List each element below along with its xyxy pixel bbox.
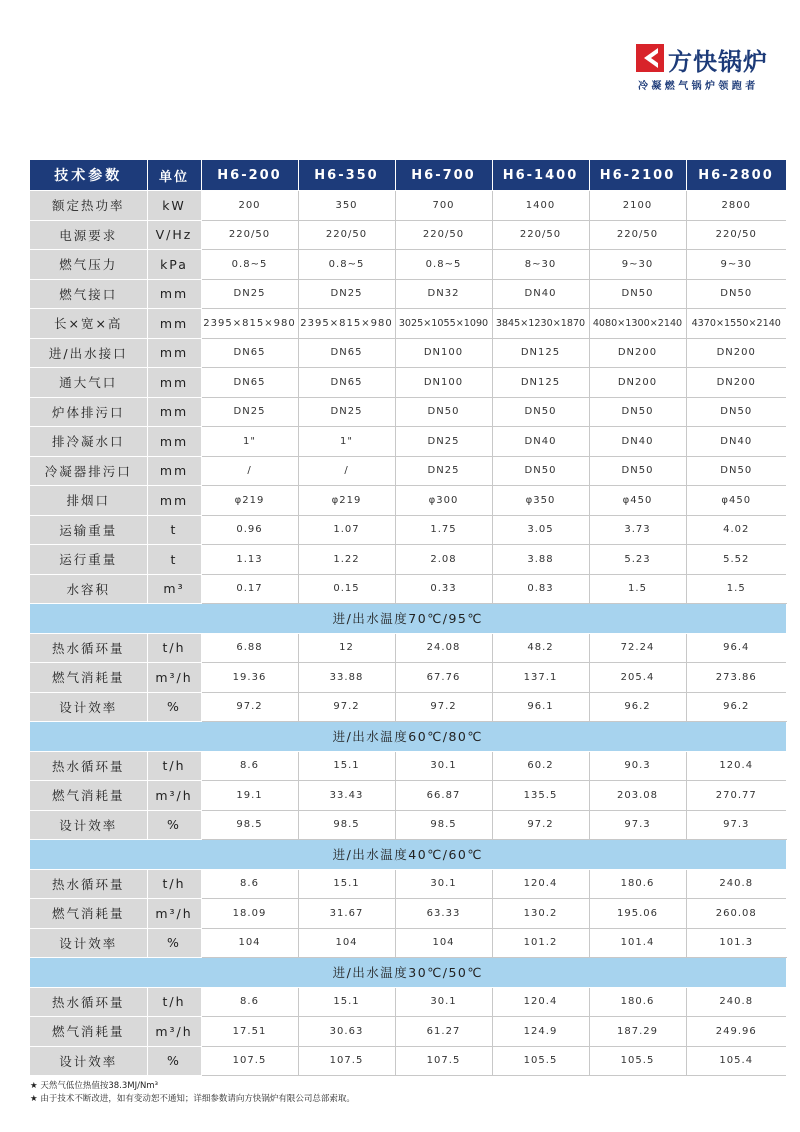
unit-label: mm: [147, 397, 201, 427]
value-cell: 0.15: [298, 574, 395, 604]
value-cell: 104: [201, 928, 298, 958]
value-cell: DN25: [201, 397, 298, 427]
value-cell: 63.33: [395, 899, 492, 929]
value-cell: 18.09: [201, 899, 298, 929]
value-cell: 3.73: [589, 515, 686, 545]
value-cell: 19.36: [201, 663, 298, 693]
value-cell: 98.5: [201, 810, 298, 840]
value-cell: DN25: [298, 397, 395, 427]
value-cell: φ219: [298, 486, 395, 516]
value-cell: DN125: [492, 338, 589, 368]
table-row: [30, 338, 786, 368]
param-label: 炉体排污口: [30, 397, 147, 427]
value-cell: 101.2: [492, 928, 589, 958]
value-cell: φ450: [589, 486, 686, 516]
value-cell: 6.88: [201, 633, 298, 663]
value-cell: 3.05: [492, 515, 589, 545]
section-header-row: [30, 840, 786, 870]
unit-label: t/h: [147, 987, 201, 1017]
value-cell: 1400: [492, 191, 589, 221]
value-cell: DN65: [298, 368, 395, 398]
value-cell: 220/50: [492, 220, 589, 250]
value-cell: 97.2: [395, 692, 492, 722]
value-cell: 1": [298, 427, 395, 457]
value-cell: 97.2: [298, 692, 395, 722]
value-cell: 61.27: [395, 1017, 492, 1047]
table-row: [30, 633, 786, 663]
value-cell: 15.1: [298, 987, 395, 1017]
value-cell: DN100: [395, 368, 492, 398]
param-label: 排冷凝水口: [30, 427, 147, 457]
param-label: 水容积: [30, 574, 147, 604]
value-cell: φ350: [492, 486, 589, 516]
value-cell: 249.96: [686, 1017, 786, 1047]
unit-label: mm: [147, 309, 201, 339]
value-cell: 107.5: [201, 1046, 298, 1076]
value-cell: 98.5: [395, 810, 492, 840]
value-cell: 350: [298, 191, 395, 221]
table-row: [30, 397, 786, 427]
section-title: 进/出水温度40℃/60℃: [30, 840, 786, 870]
param-label: 运输重量: [30, 515, 147, 545]
value-cell: 220/50: [395, 220, 492, 250]
param-label: 热水循环量: [30, 869, 147, 899]
value-cell: DN25: [395, 427, 492, 457]
value-cell: 1.22: [298, 545, 395, 575]
value-cell: 67.76: [395, 663, 492, 693]
header-unit: 单位: [147, 160, 201, 191]
value-cell: 0.83: [492, 574, 589, 604]
table-row: [30, 250, 786, 280]
unit-label: V/Hz: [147, 220, 201, 250]
value-cell: DN50: [395, 397, 492, 427]
value-cell: 8.6: [201, 751, 298, 781]
value-cell: 96.4: [686, 633, 786, 663]
value-cell: 97.3: [589, 810, 686, 840]
value-cell: 2100: [589, 191, 686, 221]
table-row: [30, 574, 786, 604]
value-cell: DN200: [686, 338, 786, 368]
value-cell: 101.3: [686, 928, 786, 958]
value-cell: DN65: [298, 338, 395, 368]
table-row: [30, 456, 786, 486]
value-cell: DN40: [492, 279, 589, 309]
value-cell: 33.43: [298, 781, 395, 811]
unit-label: %: [147, 810, 201, 840]
footnote: ★ 由于技术不断改进，如有变动恕不通知；详细参数请向方快锅炉有限公司总部索取。: [30, 1094, 355, 1104]
section-title: 进/出水温度60℃/80℃: [30, 722, 786, 752]
table-row: [30, 1046, 786, 1076]
unit-label: kW: [147, 191, 201, 221]
unit-label: %: [147, 692, 201, 722]
section-header-row: [30, 722, 786, 752]
value-cell: 135.5: [492, 781, 589, 811]
value-cell: 105.4: [686, 1046, 786, 1076]
table-row: [30, 515, 786, 545]
value-cell: 107.5: [395, 1046, 492, 1076]
param-label: 长×宽×高: [30, 309, 147, 339]
value-cell: 0.8~5: [395, 250, 492, 280]
param-label: 燃气消耗量: [30, 899, 147, 929]
unit-label: t/h: [147, 633, 201, 663]
param-label: 燃气压力: [30, 250, 147, 280]
value-cell: DN32: [395, 279, 492, 309]
value-cell: DN50: [686, 397, 786, 427]
value-cell: 3845×1230×1870: [492, 309, 589, 339]
value-cell: 130.2: [492, 899, 589, 929]
value-cell: 15.1: [298, 869, 395, 899]
unit-label: m³/h: [147, 899, 201, 929]
value-cell: 137.1: [492, 663, 589, 693]
value-cell: 220/50: [589, 220, 686, 250]
header-model: H6-350: [298, 160, 395, 191]
value-cell: 30.1: [395, 751, 492, 781]
value-cell: 220/50: [298, 220, 395, 250]
value-cell: φ450: [686, 486, 786, 516]
value-cell: 30.1: [395, 869, 492, 899]
value-cell: 205.4: [589, 663, 686, 693]
value-cell: 120.4: [686, 751, 786, 781]
value-cell: 0.96: [201, 515, 298, 545]
value-cell: 12: [298, 633, 395, 663]
value-cell: 2395×815×980: [298, 309, 395, 339]
table-row: [30, 486, 786, 516]
param-label: 设计效率: [30, 692, 147, 722]
footnote: ★ 天然气低位热值按38.3MJ/Nm³: [30, 1081, 158, 1091]
value-cell: 105.5: [492, 1046, 589, 1076]
value-cell: /: [298, 456, 395, 486]
value-cell: 5.23: [589, 545, 686, 575]
value-cell: 31.67: [298, 899, 395, 929]
spec-table-body: [30, 191, 786, 1076]
value-cell: 1.5: [589, 574, 686, 604]
section-title: 进/出水温度30℃/50℃: [30, 958, 786, 988]
value-cell: DN200: [589, 338, 686, 368]
table-row: [30, 1017, 786, 1047]
value-cell: φ300: [395, 486, 492, 516]
value-cell: DN50: [589, 456, 686, 486]
value-cell: 96.2: [589, 692, 686, 722]
value-cell: 104: [298, 928, 395, 958]
value-cell: 8.6: [201, 869, 298, 899]
value-cell: 240.8: [686, 869, 786, 899]
value-cell: 124.9: [492, 1017, 589, 1047]
value-cell: DN25: [395, 456, 492, 486]
table-row: [30, 928, 786, 958]
table-row: [30, 309, 786, 339]
table-row: [30, 987, 786, 1017]
value-cell: 30.1: [395, 987, 492, 1017]
value-cell: 15.1: [298, 751, 395, 781]
value-cell: 0.33: [395, 574, 492, 604]
table-row: [30, 368, 786, 398]
value-cell: 97.3: [686, 810, 786, 840]
value-cell: DN50: [686, 279, 786, 309]
header-model: H6-200: [201, 160, 298, 191]
value-cell: 273.86: [686, 663, 786, 693]
value-cell: 270.77: [686, 781, 786, 811]
value-cell: 2800: [686, 191, 786, 221]
unit-label: m³: [147, 574, 201, 604]
value-cell: 9~30: [589, 250, 686, 280]
header-param: 技术参数: [30, 160, 147, 191]
unit-label: m³/h: [147, 1017, 201, 1047]
value-cell: DN65: [201, 338, 298, 368]
table-row: [30, 751, 786, 781]
value-cell: DN200: [686, 368, 786, 398]
unit-label: mm: [147, 486, 201, 516]
value-cell: 4080×1300×2140: [589, 309, 686, 339]
table-row: [30, 781, 786, 811]
value-cell: 72.24: [589, 633, 686, 663]
value-cell: 1": [201, 427, 298, 457]
header-model: H6-2800: [686, 160, 786, 191]
unit-label: mm: [147, 456, 201, 486]
value-cell: 0.17: [201, 574, 298, 604]
section-title: 进/出水温度70℃/95℃: [30, 604, 786, 634]
value-cell: DN100: [395, 338, 492, 368]
value-cell: DN50: [589, 397, 686, 427]
value-cell: 220/50: [201, 220, 298, 250]
param-label: 通大气口: [30, 368, 147, 398]
table-row: [30, 810, 786, 840]
value-cell: 1.07: [298, 515, 395, 545]
header-model: H6-1400: [492, 160, 589, 191]
value-cell: 0.8~5: [201, 250, 298, 280]
value-cell: DN50: [492, 397, 589, 427]
unit-label: %: [147, 928, 201, 958]
value-cell: DN50: [686, 456, 786, 486]
value-cell: 120.4: [492, 987, 589, 1017]
brand-logo-icon: [636, 44, 664, 72]
unit-label: t/h: [147, 869, 201, 899]
param-label: 设计效率: [30, 810, 147, 840]
unit-label: m³/h: [147, 781, 201, 811]
value-cell: DN25: [298, 279, 395, 309]
unit-label: mm: [147, 279, 201, 309]
value-cell: 104: [395, 928, 492, 958]
table-row: [30, 869, 786, 899]
value-cell: 97.2: [492, 810, 589, 840]
value-cell: 0.8~5: [298, 250, 395, 280]
table-row: [30, 663, 786, 693]
param-label: 进/出水接口: [30, 338, 147, 368]
unit-label: t: [147, 545, 201, 575]
table-row: [30, 191, 786, 221]
value-cell: 8.6: [201, 987, 298, 1017]
value-cell: 8~30: [492, 250, 589, 280]
value-cell: 19.1: [201, 781, 298, 811]
value-cell: 107.5: [298, 1046, 395, 1076]
param-label: 热水循环量: [30, 751, 147, 781]
table-row: [30, 279, 786, 309]
param-label: 设计效率: [30, 1046, 147, 1076]
value-cell: 3.88: [492, 545, 589, 575]
param-label: 电源要求: [30, 220, 147, 250]
brand-name: 方快锅炉: [668, 48, 768, 76]
value-cell: 1.13: [201, 545, 298, 575]
value-cell: 4.02: [686, 515, 786, 545]
unit-label: mm: [147, 338, 201, 368]
param-label: 燃气消耗量: [30, 1017, 147, 1047]
table-header-row: [30, 160, 786, 191]
unit-label: t: [147, 515, 201, 545]
unit-label: kPa: [147, 250, 201, 280]
value-cell: 96.2: [686, 692, 786, 722]
value-cell: 120.4: [492, 869, 589, 899]
value-cell: 66.87: [395, 781, 492, 811]
value-cell: 33.88: [298, 663, 395, 693]
brand-logo: [636, 44, 786, 94]
param-label: 冷凝器排污口: [30, 456, 147, 486]
value-cell: 260.08: [686, 899, 786, 929]
brand-slogan: 冷凝燃气锅炉领跑者: [638, 81, 759, 92]
value-cell: 4370×1550×2140: [686, 309, 786, 339]
value-cell: /: [201, 456, 298, 486]
param-label: 燃气消耗量: [30, 663, 147, 693]
header-model: H6-2100: [589, 160, 686, 191]
footnotes: [30, 1080, 355, 1106]
param-label: 设计效率: [30, 928, 147, 958]
value-cell: 2.08: [395, 545, 492, 575]
value-cell: 240.8: [686, 987, 786, 1017]
param-label: 燃气接口: [30, 279, 147, 309]
param-label: 运行重量: [30, 545, 147, 575]
value-cell: 195.06: [589, 899, 686, 929]
table-row: [30, 427, 786, 457]
value-cell: 97.2: [201, 692, 298, 722]
unit-label: %: [147, 1046, 201, 1076]
param-label: 燃气消耗量: [30, 781, 147, 811]
table-row: [30, 692, 786, 722]
value-cell: 203.08: [589, 781, 686, 811]
header-model: H6-700: [395, 160, 492, 191]
value-cell: DN200: [589, 368, 686, 398]
param-label: 热水循环量: [30, 987, 147, 1017]
value-cell: 187.29: [589, 1017, 686, 1047]
value-cell: 220/50: [686, 220, 786, 250]
value-cell: 3025×1055×1090: [395, 309, 492, 339]
value-cell: 60.2: [492, 751, 589, 781]
value-cell: 24.08: [395, 633, 492, 663]
value-cell: 30.63: [298, 1017, 395, 1047]
value-cell: 1.75: [395, 515, 492, 545]
unit-label: m³/h: [147, 663, 201, 693]
value-cell: 90.3: [589, 751, 686, 781]
param-label: 额定热功率: [30, 191, 147, 221]
table-row: [30, 545, 786, 575]
section-header-row: [30, 604, 786, 634]
unit-label: t/h: [147, 751, 201, 781]
value-cell: φ219: [201, 486, 298, 516]
value-cell: DN125: [492, 368, 589, 398]
section-header-row: [30, 958, 786, 988]
value-cell: DN40: [589, 427, 686, 457]
value-cell: 98.5: [298, 810, 395, 840]
value-cell: DN50: [589, 279, 686, 309]
value-cell: 101.4: [589, 928, 686, 958]
value-cell: 180.6: [589, 987, 686, 1017]
value-cell: DN65: [201, 368, 298, 398]
value-cell: 2395×815×980: [201, 309, 298, 339]
unit-label: mm: [147, 427, 201, 457]
value-cell: 5.52: [686, 545, 786, 575]
value-cell: 17.51: [201, 1017, 298, 1047]
value-cell: DN40: [492, 427, 589, 457]
table-row: [30, 899, 786, 929]
value-cell: DN50: [492, 456, 589, 486]
value-cell: 48.2: [492, 633, 589, 663]
value-cell: 96.1: [492, 692, 589, 722]
param-label: 排烟口: [30, 486, 147, 516]
value-cell: 9~30: [686, 250, 786, 280]
value-cell: 1.5: [686, 574, 786, 604]
value-cell: 200: [201, 191, 298, 221]
table-row: [30, 220, 786, 250]
value-cell: DN25: [201, 279, 298, 309]
value-cell: DN40: [686, 427, 786, 457]
unit-label: mm: [147, 368, 201, 398]
value-cell: 180.6: [589, 869, 686, 899]
value-cell: 700: [395, 191, 492, 221]
value-cell: 105.5: [589, 1046, 686, 1076]
spec-table: [30, 160, 787, 1076]
param-label: 热水循环量: [30, 633, 147, 663]
